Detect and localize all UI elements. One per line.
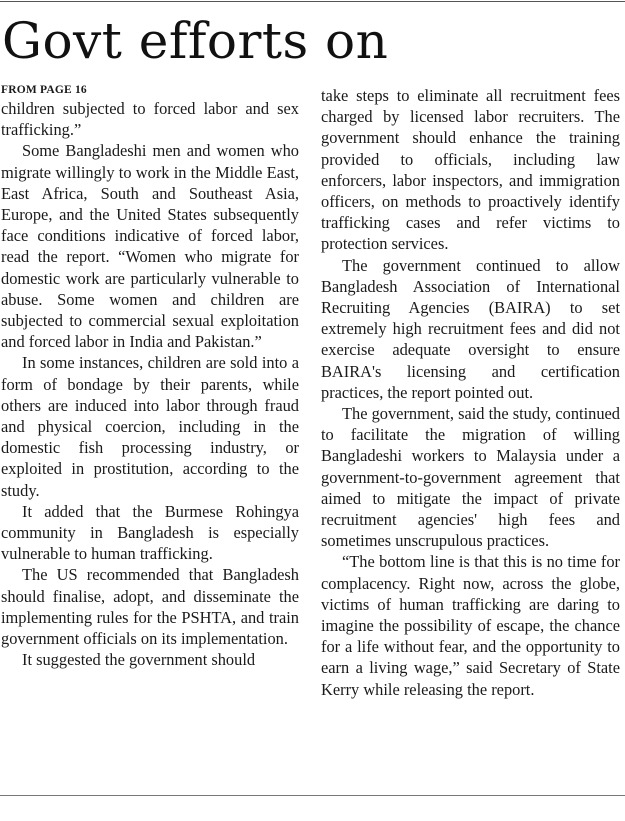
paragraph: Some Bangladeshi men and women who migrate willingly to work in the Middle East, East Africa, South and Southeast Asia, Europe, and the United States subsequently face conditions indicative of forced labor, read the report. “Women who migrate for domestic work are particularly vulnerable to abuse. Some women and children are subjected to commercial sexual exploitation and forced labor in India and Pakistan.” xyxy=(1,141,299,352)
paragraph: It suggested the government should xyxy=(22,650,256,670)
paragraph: children subjected to forced labor and sex trafficking.” xyxy=(1,99,299,140)
continuation-kicker: FROM PAGE 16 xyxy=(1,84,87,96)
top-rule xyxy=(0,1,625,2)
article-column-left xyxy=(1,83,299,670)
paragraph: In some instances, children are sold into a form of bondage by their parents, while others are induced into labor through fraud and physical coercion, including in the domestic fish processing industry, or exploited in prostitution, according to the study. xyxy=(1,353,299,500)
paragraph: It added that the Burmese Rohingya community in Bangladesh is especially vulnerable to human trafficking. xyxy=(1,501,299,564)
paragraph: take steps to eliminate all recruitment fees charged by licensed labor recruiters. The government should enhance the training provided to officials, including law enforcers, labor inspectors, and immigration officers, on methods to proactively identify trafficking cases and refer victims to protection services. xyxy=(321,86,620,254)
paragraph: The government continued to allow Bangladesh Association of International Recruiting Agencies (BAIRA) to set extremely high recruitment fees and did not exercise adequate oversight to ensure BAIRA's licensing and certification practices, the report pointed out. xyxy=(321,255,620,402)
paragraph: The US recommended that Bangladesh should finalise, adopt, and disseminate the implementing rules for the PSHTA, and train government officials on its implementation. xyxy=(1,565,299,649)
headline: Govt efforts on xyxy=(2,12,389,70)
paragraph: The government, said the study, continued to facilitate the migration of willing Bangladeshi workers to Malaysia under a government-to-government agreement that aimed to mitigate the impact of private recruitment agencies' high fees and sometimes unscrupulous practices. xyxy=(321,404,620,551)
bottom-rule xyxy=(0,795,625,796)
article-column-right xyxy=(321,85,620,700)
paragraph: “The bottom line is that this is no time for complacency. Right now, across the globe, victims of human trafficking are daring to imagine the possibility of escape, the chance for a life without fear, and the opportunity to earn a living wage,” said Secretary of State Kerry while releasing the report. xyxy=(321,552,620,699)
